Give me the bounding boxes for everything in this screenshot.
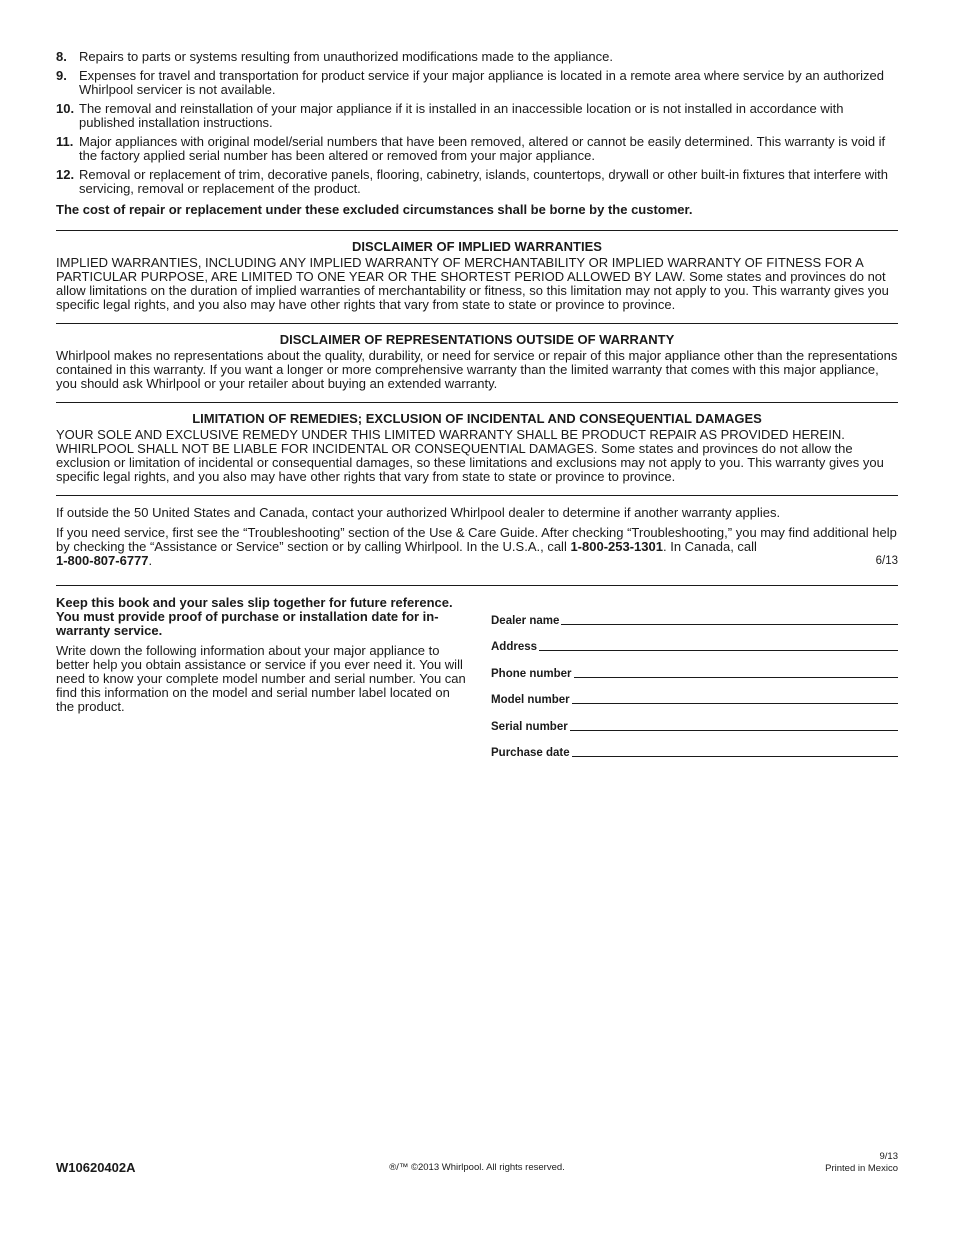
part-number: W10620402A [56, 1160, 136, 1175]
item-text: Repairs to parts or systems resulting from unauthorized modifications made to the appliance. [79, 49, 613, 64]
section-body: IMPLIED WARRANTIES, INCLUDING ANY IMPLIED WARRANTY OF MERCHANTABILITY OR IMPLIED WARRANTY OF FITNESS FOR A PARTICULAR PURPOSE, ARE LIMITED TO ONE YEAR OR THE SHORTEST PERIOD ALLOWED BY LAW. Some states and provinces do not allow limitations on the duration of implied warranties of merchantability or fitness, so this limitation may not apply to you. This warranty gives you specific legal rights, and you also may have other rights that vary from state to state or province to province. [56, 255, 889, 312]
list-item [56, 168, 898, 196]
dealer-name-field[interactable] [491, 600, 898, 627]
service-text: If you need service, first see the “Troubleshooting” section of the Use & Care Guide. After checking “Troubleshooting,” you may find additional help by checking the “Assistance or Service” section or by calling Whirlpool. In the U.S.A., call [56, 525, 897, 554]
print-info [825, 1151, 898, 1175]
service-text: . [148, 553, 153, 568]
service-text: . In Canada, call [662, 539, 757, 554]
item-number: 8. [56, 49, 67, 64]
list-item [56, 135, 898, 163]
section-body: Whirlpool makes no representations about the quality, durability, or need for service or repair of this major appliance other than the representations contained in this warranty. If you want a longer or more comprehensive warranty than the limited warranty that comes with this major appliance, you should ask Whirlpool or your retailer about buying an extended warranty. [56, 348, 898, 391]
canada-phone: 1-800-807-6777 [56, 553, 149, 568]
field-label: Model number [491, 694, 570, 706]
record-section [56, 586, 898, 759]
keep-note: Keep this book and your sales slip together for future reference. You must provide proof of purchase or installation date for in-warranty service. [56, 595, 453, 638]
field-label: Address [491, 641, 538, 653]
section-title: DISCLAIMER OF IMPLIED WARRANTIES [352, 239, 602, 254]
list-item [56, 102, 898, 130]
field-label: Phone number [491, 667, 572, 680]
field-line[interactable] [572, 703, 898, 704]
list-item [56, 69, 898, 97]
section-title: LIMITATION OF REMEDIES; EXCLUSION OF INCIDENTAL AND CONSEQUENTIAL DAMAGES [192, 411, 762, 426]
cost-statement: The cost of repair or replacement under these excluded circumstances shall be borne by the customer. [56, 202, 693, 217]
implied-warranties-section [56, 231, 898, 323]
print-date: 9/13 [879, 1151, 898, 1162]
section-body: YOUR SOLE AND EXCLUSIVE REMEDY UNDER THIS LIMITED WARRANTY SHALL BE PRODUCT REPAIR AS PROVIDED HEREIN. WHIRLPOOL SHALL NOT BE LIABLE FOR INCIDENTAL OR CONSEQUENTIAL DAMAGES. Some states and provinces do not allow the exclusion or limitation of incidental or consequential damages, so these limitations and exclusions may not apply to you. This warranty gives you specific legal rights, and you also may have other rights that vary from state to state or province to province. [56, 427, 884, 484]
item-number: 11. [56, 134, 74, 149]
printed-location: Printed in Mexico [825, 1163, 898, 1174]
field-label: Purchase date [491, 747, 570, 759]
contact-section [56, 496, 898, 585]
field-line[interactable] [572, 756, 898, 757]
address-field[interactable] [491, 627, 898, 654]
serial-number-field[interactable] [491, 706, 898, 733]
instructions-text: Write down the following information about your major appliance to better help you obtain assistance or service if you ever need it. You will need to know your complete model number and serial number. You can find this information on the model and serial number label located on the product. [56, 643, 466, 714]
exclusions-list [56, 50, 898, 196]
section-title: DISCLAIMER OF REPRESENTATIONS OUTSIDE OF WARRANTY [279, 332, 675, 347]
list-item [56, 50, 898, 64]
item-number: 9. [56, 68, 67, 83]
limitation-section [56, 403, 898, 495]
item-number: 12. [56, 167, 75, 182]
item-text: Removal or replacement of trim, decorative panels, flooring, cabinetry, islands, countertops, drywall or other built-in fixtures that interfere with servicing, removal or replacement of the product. [79, 167, 889, 196]
item-text: The removal and reinstallation of your major appliance if it is installed in an inaccessible location or is not installed in accordance with published installation instructions. [79, 101, 844, 130]
record-instructions [56, 596, 466, 759]
field-label: Dealer name [491, 614, 560, 627]
purchase-date-field[interactable] [491, 733, 898, 760]
warranty-page [56, 50, 898, 759]
copyright-notice: ®/™ ©2013 Whirlpool. All rights reserved. [389, 1162, 565, 1173]
field-line[interactable] [574, 677, 898, 678]
field-label: Serial number [491, 720, 568, 733]
model-number-field[interactable] [491, 680, 898, 707]
field-line[interactable] [570, 730, 898, 731]
item-text: Expenses for travel and transportation for product service if your major appliance is located in a remote area where service by an authorized Whirlpool servicer is not available. [79, 68, 884, 97]
us-phone: 1-800-253-1301 [570, 539, 663, 554]
record-form [491, 596, 898, 759]
revision-date: 6/13 [875, 555, 898, 567]
field-line[interactable] [561, 624, 898, 625]
item-number: 10. [56, 101, 75, 116]
service-note [56, 526, 898, 568]
outside-us-note: If outside the 50 United States and Canada, contact your authorized Whirlpool dealer to determine if another warranty applies. [56, 505, 781, 520]
phone-number-field[interactable] [491, 653, 898, 680]
field-line[interactable] [539, 650, 898, 651]
representations-section [56, 324, 898, 402]
item-text: Major appliances with original model/serial numbers that have been removed, altered or cannot be easily determined. This warranty is void if the factory applied serial number has been altered or removed from your major appliance. [79, 134, 886, 163]
